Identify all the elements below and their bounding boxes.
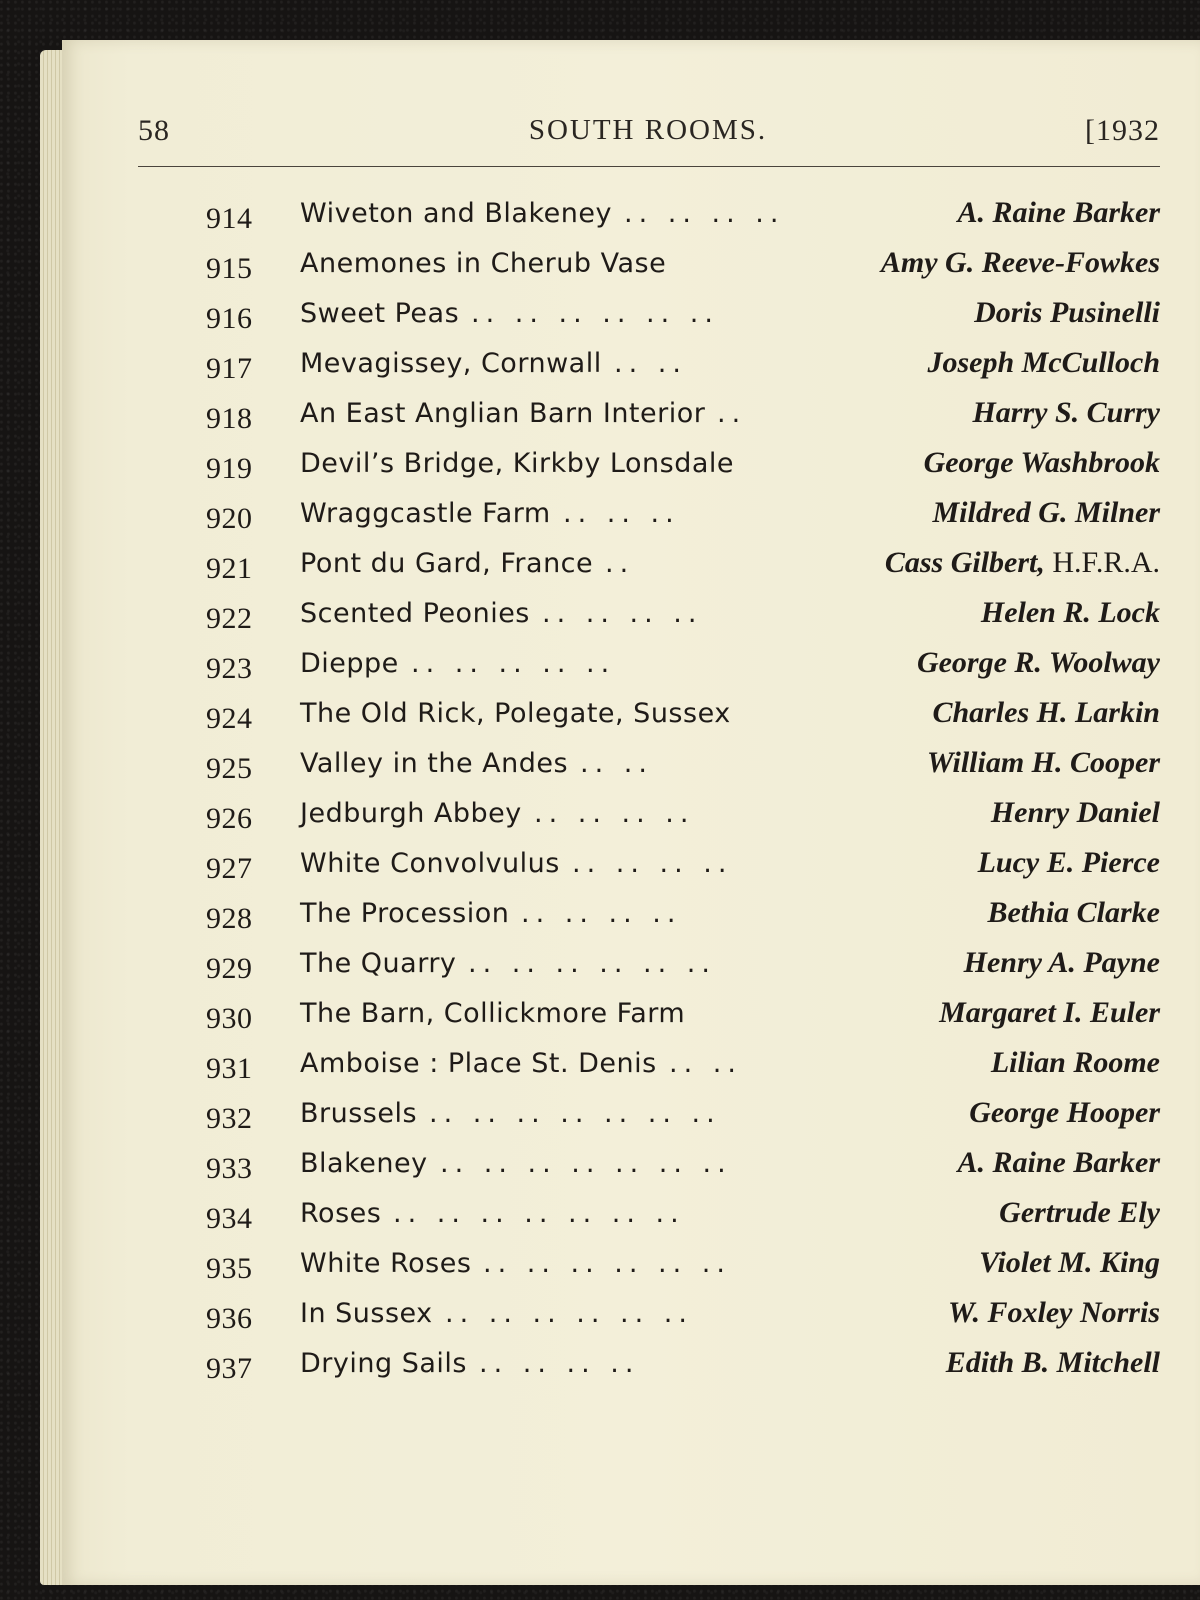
artist-name: A. Raine Barker [957,196,1160,229]
entry-number: 928 [206,902,253,935]
catalogue-entry [138,292,1160,342]
entry-title: The Procession [300,898,510,929]
catalogue-entry [138,1342,1160,1392]
entry-number: 927 [206,852,253,885]
entry-leader-dots: .. .. .. .. .. .. .. [393,1198,685,1229]
entry-leader-dots: .. [717,398,747,429]
entry-number: 919 [206,452,253,485]
entry-artist [969,1096,1160,1130]
entry-leader-dots: .. .. .. .. [534,798,695,829]
entry-number: 915 [206,252,253,285]
entry-artist [927,346,1160,380]
entry-leader-dots: .. .. .. .. .. .. [468,948,716,979]
entry-artist [927,746,1160,780]
entry-number: 921 [206,552,253,585]
entry-artist [972,396,1160,430]
catalogue-entry [138,892,1160,942]
artist-name: Amy G. Reeve-Fowkes [880,246,1160,279]
entry-number: 929 [206,952,253,985]
entry-title: Sweet Peas [300,298,460,329]
page-header [138,114,1158,162]
entry-number: 931 [206,1052,253,1085]
entry-title: An East Anglian Barn Interior [300,398,706,429]
entry-leader-dots: .. .. [614,348,687,379]
entry-title: Scented Peonies [300,598,530,629]
artist-name: Henry Daniel [990,796,1160,829]
entry-title: Wraggcastle Farm [300,498,551,529]
artist-name: Lilian Roome [990,1046,1160,1079]
catalogue-entry [138,492,1160,542]
entry-artist [932,696,1160,730]
catalogue-entry [138,442,1160,492]
artist-name: Lucy E. Pierce [977,846,1160,879]
entry-leader-dots: .. .. [580,748,653,779]
entry-number: 925 [206,752,253,785]
entry-title: Mevagissey, Cornwall [300,348,602,379]
entry-number: 914 [206,202,253,235]
entry-title: Pont du Gard, France [300,548,594,579]
catalogue-entry [138,992,1160,1042]
entry-number: 932 [206,1102,253,1135]
entry-title: In Sussex [300,1298,433,1329]
page-number: 58 [138,114,170,147]
entry-title: Drying Sails [300,1348,467,1379]
entry-artist [946,1346,1160,1380]
entry-artist [999,1196,1160,1230]
entry-artist [987,896,1160,930]
entry-leader-dots: .. .. .. .. .. [411,648,616,679]
artist-name: Charles H. Larkin [932,696,1160,729]
entry-number: 916 [206,302,253,335]
entry-leader-dots: .. .. .. .. [521,898,682,929]
catalogue-entry [138,942,1160,992]
entry-leader-dots: .. .. .. .. [572,848,733,879]
entry-title: White Convolvulus [300,848,560,879]
artist-name: George R. Woolway [916,646,1160,679]
entry-number: 923 [206,652,253,685]
entry-artist [957,196,1160,230]
running-year: [1932 [1085,114,1160,147]
entry-artist [885,546,1160,580]
entry-title: Jedburgh Abbey [300,798,522,829]
entry-artist [939,996,1160,1030]
artist-name: William H. Cooper [926,746,1160,779]
entry-artist [991,1046,1160,1080]
entry-artist [932,496,1160,530]
catalogue-entry [138,592,1160,642]
entry-number: 922 [206,602,253,635]
catalogue-list [138,192,1160,1392]
entry-title: Wiveton and Blakeney [300,198,612,229]
entry-number: 936 [206,1302,253,1335]
artist-name: Bethia Clarke [987,896,1160,929]
entry-number: 920 [206,502,253,535]
catalogue-entry [138,1242,1160,1292]
entry-artist [964,946,1160,980]
entry-title: Amboise : Place St. Denis [300,1048,657,1079]
catalogue-entry [138,1192,1160,1242]
entry-artist [948,1296,1160,1330]
entry-title: White Roses [300,1248,472,1279]
entry-artist [924,446,1160,480]
entry-title: The Barn, Collickmore Farm [300,998,686,1029]
entry-artist [991,796,1160,830]
artist-name: Joseph McCulloch [927,346,1160,379]
entry-title: Brussels [300,1098,418,1129]
entry-leader-dots: .. .. .. .. [624,198,785,229]
artist-name: W. Foxley Norris [948,1296,1160,1329]
entry-leader-dots: .. .. .. .. .. .. [445,1298,693,1329]
artist-name: Mildred G. Milner [932,496,1160,529]
entry-number: 933 [206,1152,253,1185]
entry-artist [979,1246,1160,1280]
entry-leader-dots: .. .. .. .. .. .. [483,1248,731,1279]
catalogue-entry [138,642,1160,692]
entry-number: 918 [206,402,253,435]
entry-leader-dots: .. .. .. [563,498,680,529]
entry-number: 917 [206,352,253,385]
catalogue-entry [138,792,1160,842]
entry-number: 930 [206,1002,253,1035]
artist-name: Cass Gilbert, [884,546,1045,579]
catalogue-entry [138,1142,1160,1192]
artist-name: Doris Pusinelli [974,296,1160,329]
catalogue-entry [138,1292,1160,1342]
entry-leader-dots: .. .. .. .. .. .. .. [440,1148,732,1179]
entry-leader-dots: .. .. .. .. [542,598,703,629]
entry-artist [957,1146,1160,1180]
entry-leader-dots: .. .. .. .. .. .. .. [429,1098,721,1129]
artist-name: Henry A. Payne [963,946,1160,979]
catalogue-entry [138,842,1160,892]
artist-name: George Washbrook [923,446,1160,479]
entry-artist [981,596,1160,630]
catalogue-entry [138,392,1160,442]
catalogue-entry [138,1042,1160,1092]
catalogue-entry [138,542,1160,592]
entry-leader-dots: .. .. .. .. [479,1348,640,1379]
header-rule [138,166,1160,167]
artist-name: Violet M. King [979,1246,1160,1279]
artist-name: Harry S. Curry [972,396,1160,429]
catalogue-entry [138,692,1160,742]
entry-leader-dots: .. [605,548,635,579]
catalogue-entry [138,242,1160,292]
running-title: SOUTH ROOMS. [528,114,768,146]
artist-name: Edith B. Mitchell [945,1346,1160,1379]
artist-name: George Hooper [969,1096,1160,1129]
entry-number: 935 [206,1252,253,1285]
artist-name: A. Raine Barker [957,1146,1160,1179]
entry-number: 934 [206,1202,253,1235]
artist-name: Helen R. Lock [980,596,1160,629]
entry-number: 937 [206,1352,253,1385]
entry-title: Blakeney [300,1148,428,1179]
entry-leader-dots: .. .. [669,1048,742,1079]
artist-name: Margaret I. Euler [939,996,1160,1029]
catalogue-entry [138,1092,1160,1142]
entry-leader-dots: .. .. .. .. .. .. [471,298,719,329]
entry-number: 924 [206,702,253,735]
catalogue-entry [138,342,1160,392]
entry-title: The Quarry [300,948,457,979]
entry-title: Roses [300,1198,382,1229]
entry-artist [978,846,1160,880]
catalogue-entry [138,742,1160,792]
entry-title: Valley in the Andes [300,748,569,779]
artist-honor: H.F.R.A. [1052,546,1160,579]
entry-title: Devil’s Bridge, Kirkby Lonsdale [300,448,734,479]
catalogue-entry [138,192,1160,242]
entry-artist [974,296,1160,330]
entry-title: The Old Rick, Polegate, Sussex [300,698,731,729]
entry-artist [917,646,1160,680]
artist-name: Gertrude Ely [999,1196,1160,1229]
entry-title: Dieppe [300,648,399,679]
entry-number: 926 [206,802,253,835]
entry-artist [881,246,1160,280]
entry-title: Anemones in Cherub Vase [300,248,667,279]
